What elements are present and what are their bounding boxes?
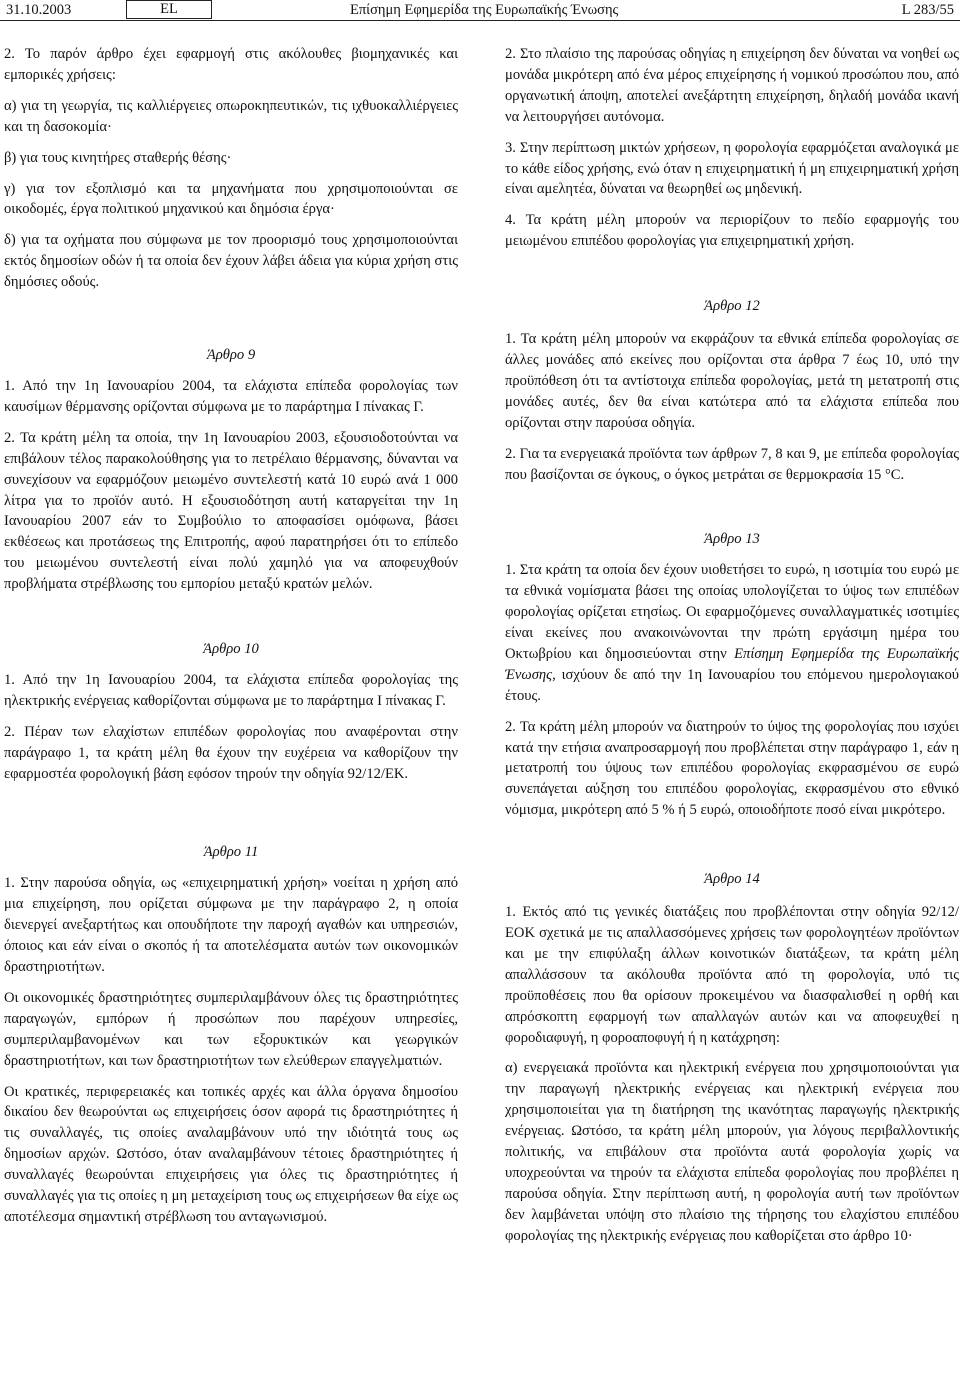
article-11-paragraph-1: 1. Στην παρούσα οδηγία, ως «επιχειρηματική χρήση» νοείται η χρήση από μια επιχείρηση, που ορίζεται σύμφωνα με την παράγραφο 2, η οποία διενεργεί ανεξαρτήτως και οπουδήποτε την παροχή αγαθών και υπηρεσιών, όποιος και εάν είναι ο σκοπός ή τα αποτελέσματα αυτών των οικονομικών δραστηριοτήτων. [4, 875, 458, 975]
article-14-title: Άρθρο 14 [704, 871, 760, 888]
page-reference: L 283/55 [901, 2, 954, 18]
text-run: , ισχύουν δε από την 1η Ιανουαρίου του επόμενου ημερολογιακού έτους. [505, 666, 959, 704]
article-9-title: Άρθρο 9 [206, 347, 256, 364]
paragraph: 3. Στην περίπτωση μικτών χρήσεων, η φορολογία εφαρμόζεται αναλογικά με το κάθε είδος χρήσης, ενώ όταν η επιχειρηματική ή μη επιχειρηματική χρήση είναι αμελητέα, δύναται να θεωρηθεί ως μηδενική. [505, 139, 959, 198]
list-item-b: β) για τους κινητήρες σταθερής θέσης· [4, 149, 232, 166]
article-10-title: Άρθρο 10 [203, 641, 259, 658]
publication-date: 31.10.2003 [6, 2, 72, 18]
article-13-paragraph-1 [505, 560, 959, 706]
right-column [505, 44, 959, 1247]
article-12-title: Άρθρο 12 [704, 298, 760, 315]
article-12-paragraph-2: 2. Για τα ενεργειακά προϊόντα των άρθρων 7, 8 και 9, με επίπεδα φορολογίας που βασίζονται σε όγκους, ο όγκος μετράται σε θερμοκρασία 15 °C. [505, 445, 959, 483]
article-13-title: Άρθρο 13 [704, 531, 760, 548]
article-12-paragraph-1: 1. Τα κράτη μέλη μπορούν να εκφράζουν τα εθνικά επίπεδα φορολογίας σε άλλες μονάδες από εκείνες που ορίζονται στα άρθρα 7 έως 10, υπό την προϋπόθεση ότι τα αντίστοιχα επίπεδα φορολογίας, μετά τη μετατροπή στις μονάδες αυτές, δεν θα είναι κατώτερα από τα ελάχιστα επίπεδα που ορίζονται στην παρούσα οδηγία. [505, 331, 959, 431]
article-11-paragraph-2: Οι οικονομικές δραστηριότητες συμπεριλαμβάνουν όλες τις δραστηριότητες παραγωγών, εμπόρων ή προσώπων που παρέχουν υπηρεσίες, συμπεριλαμβανομένων και των εξορυκτικών και γεωργικών δραστηριοτήτων, και των δραστηριοτήτων των ελεύθερων επαγγελματιών. [4, 989, 458, 1069]
journal-reference: Επίσημη Εφημερίδα της Ευρωπαϊκής Ένωσης [505, 645, 959, 683]
article-11-paragraph-3: Οι κρατικές, περιφερειακές και τοπικές αρχές και άλλα όργανα δημοσίου δικαίου δεν θεωρούνται ως επιχειρήσεις όσον αφορά τις δραστηριότητες ή τις συναλλαγές, τις οποίες αναλαμβάνουν υπό την ιδιότητά τους ως δημοσίων αρχών. Ωστόσο, όταν αναλαμβάνουν τέτοιες δραστηριότητες ή συναλλαγές θεωρούνται επιχειρήσεις για όλες τις δραστηριότητες ή συναλλαγές για τις οποίες η μη μεταχείριση τους ως επιχειρήσεων θα είχε ως αποτέλεσμα σημαντική στρέβλωση του ανταγωνισμού. [4, 1083, 458, 1225]
paragraph: 4. Τα κράτη μέλη μπορούν να περιορίζουν το πεδίο εφαρμογής του μειωμένου επιπέδου φορολογίας για επιχειρηματική χρήση. [505, 212, 959, 250]
article-14-item-a: α) ενεργειακά προϊόντα και ηλεκτρική ενέργεια που χρησιμοποιούνται για την παραγωγή ηλεκτρικής ενέργειας και ηλεκτρική ενέργεια που χρησιμοποιείται για τη διατήρηση της ικανότητας παραγωγής ηλεκτρικής ενέργειας. Ωστόσο, τα κράτη μέλη μπορούν, για λόγους περιβαλλοντικής πολιτικής, να επιβάλουν στα προϊόντα αυτά φορολογία χωρίς να υποχρεούνται να τηρούν τα ελάχιστα επίπεδα φορολογίας που προβλέπει η παρούσα οδηγία. Στην περίπτωση αυτή, η φορολογία αυτή των προϊόντων δεν λαμβάνεται υπόψη στο πλαίσιο της τήρησης του ελαχίστου επιπέδου φορολογίας της ηλεκτρικής ενέργειας που καθορίζεται στο άρθρο 10· [505, 1060, 959, 1244]
language-badge: EL [126, 0, 212, 19]
article-10-paragraph-1: 1. Από την 1η Ιανουαρίου 2004, τα ελάχιστα επίπεδα φορολογίας της ηλεκτρικής ενέργειας καθορίζονται σύμφωνα με το παράρτημα Ι πίνακας Γ. [4, 671, 458, 709]
article-9-paragraph-2: 2. Τα κράτη μέλη τα οποία, την 1η Ιανουαρίου 2003, εξουσιοδοτούνται να επιβάλουν τέλος παρακολούθησης για το πετρέλαιο θέρμανσης, δύνανται να συνεχίσουν να εφαρμόζουν μειωμένο συντελεστή κατά 10 ευρώ ανά 1 000 λίτρα για το προϊόν αυτό. Η εξουσιοδότηση αυτή καταργείται την 1η Ιανουαρίου 2007 εάν το Συμβούλιο το αποφασίσει ομόφωνα, βάσει εκθέσεως και προτάσεως της Επιτροπής, αφού παρατηρήσει ότι το επίπεδο του μειωμένου συντελεστή είναι πολύ χαμηλό για να αποφευχθούν προβλήματα στρέβλωσης του εμπορίου μεταξύ κρατών μελών. [4, 429, 458, 593]
article-14-paragraph-1: 1. Εκτός από τις γενικές διατάξεις που προβλέπονται στην οδηγία 92/12/ΕΟΚ σχετικά με τις απαλλασσόμενες χρήσεις των φορολογητέων προϊόντων και με την επιφύλαξη άλλων κοινοτικών διατάξεων, τα κράτη μέλη απαλλάσσουν τα ακόλουθα προϊόντα από τη φορολογία, υπό τις προϋποθέσεις που θα ορίσουν προκειμένου να διασφαλισθεί η ορθή και απρόσκοπτη εφαρμογή των απαλλαγών αυτών και να αποφευχθεί η φοροδιαφυγή, η φοροαποφυγή ή η κατάχρηση: [505, 904, 959, 1046]
header-rule [0, 20, 960, 21]
text-run: 1. Στα κράτη τα οποία δεν έχουν υιοθετήσει το ευρώ, η ισοτιμία του ευρώ με τα εθνικά νομίσματα βάσει της οποίας υπολογίζεται το ύψος των επιπέδων φορολογίας ορίζεται ετησίως. Οι εφαρμοζόμενες συναλλαγματικές ισοτιμίες είναι εκείνες που ανακοινώνονται την πρώτη εργάσιμη ημέρα του Οκτωβρίου και δημοσιεύονται στην [505, 562, 959, 662]
article-13-paragraph-2: 2. Τα κράτη μέλη μπορούν να διατηρούν το ύψος της φορολογίας που ισχύει κατά την ετήσια αναπροσαρμογή που προβλέπεται στην παράγραφο 1, εάν η μετατροπή του ύψους των επιπέδου φορολογίας εκφρασμένου σε ευρώ συνεπάγεται αύξηση του επιπέδου φορολογίας, εκφρασμένου στο εθνικό νόμισμα, μικρότερη από 5 % ή 5 ευρώ, οποιοδήποτε ποσό είναι μικρότερο. [505, 718, 959, 819]
left-column [4, 44, 458, 1228]
article-11-title: Άρθρο 11 [203, 844, 259, 861]
article-9-paragraph-1: 1. Από την 1η Ιανουαρίου 2004, τα ελάχιστα επίπεδα φορολογίας των καυσίμων θέρμανσης ορίζονται σύμφωνα με το παράρτημα Ι πίνακας Γ. [4, 377, 458, 415]
article-10-paragraph-2: 2. Πέραν των ελαχίστων επιπέδων φορολογίας που αναφέρονται στην παράγραφο 1, τα κράτη μέλη θα έχουν την ευχέρεια να καθορίζουν την εφαρμοστέα φορολογική βάση εφόσον τηρούν την οδηγία 92/12/ΕΚ. [4, 723, 458, 782]
list-item-a: α) για τη γεωργία, τις καλλιέργειες οπωροκηπευτικών, τις ιχθυοκαλλιέργειες και τη δασοκομία· [4, 97, 458, 135]
page-header [0, 0, 960, 22]
list-item-d: δ) για τα οχήματα που σύμφωνα με τον προορισμό τους χρησιμοποιούνται εκτός δημοσίων οδών ή τα οποία δεν έχουν λάβει άδεια για κύρια χρήση στις δημόσιες οδούς. [4, 232, 458, 291]
journal-title: Επίσημη Εφημερίδα της Ευρωπαϊκής Ένωσης [350, 2, 619, 18]
paragraph: 2. Το παρόν άρθρο έχει εφαρμογή στις ακόλουθες βιομηχανικές και εμπορικές χρήσεις: [4, 46, 458, 83]
paragraph: 2. Στο πλαίσιο της παρούσας οδηγίας η επιχείρηση δεν δύναται να νοηθεί ως μονάδα μικρότερη από ένα μέρος επιχείρησης ή νομικού προσώπου που, από οργανωτική άποψη, αποτελεί ανεξάρτητη επιχείρηση, δηλαδή μονάδα ικανή να λειτουργήσει αυτόνομα. [505, 46, 959, 125]
list-item-c: γ) για τον εξοπλισμό και τα μηχανήματα που χρησιμοποιούνται σε οικοδομές, έργα πολιτικού μηχανικού και δημόσια έργα· [4, 180, 458, 218]
